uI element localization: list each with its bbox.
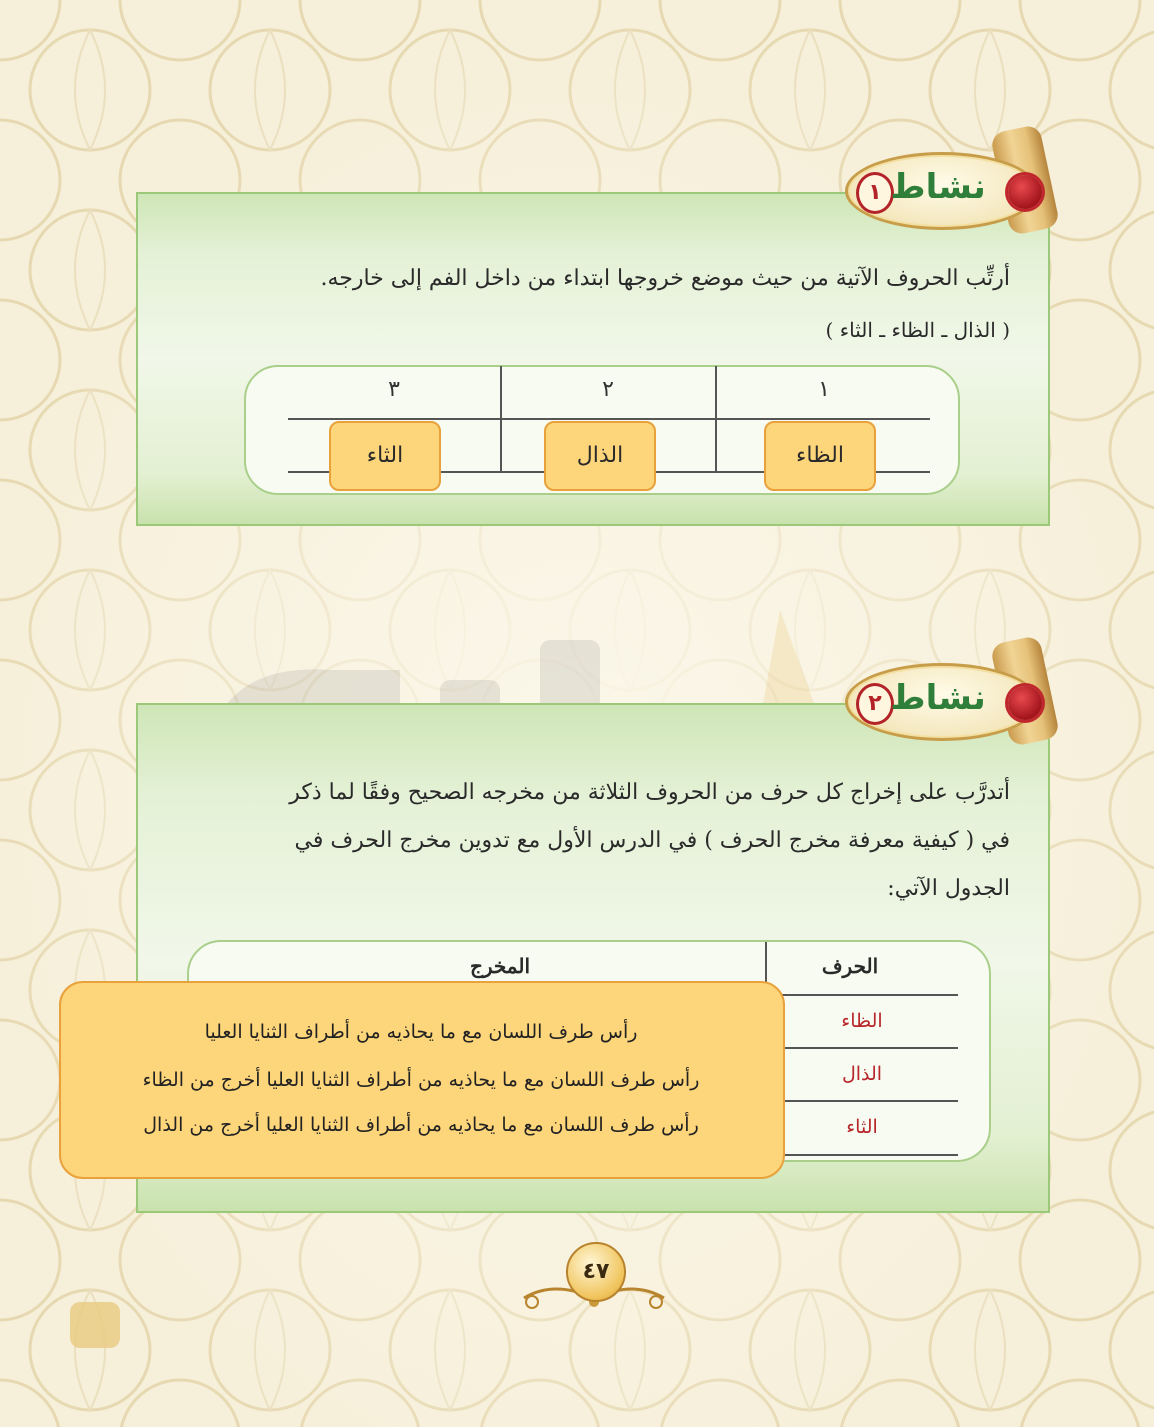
table-divider xyxy=(288,418,930,420)
table-header-exit: المخرج xyxy=(469,954,531,978)
table-divider xyxy=(770,994,958,996)
wax-seal-icon xyxy=(1008,175,1042,209)
activity-2-instruction-line-3: الجدول الآتي: xyxy=(887,876,1010,901)
column-3-number: ٣ xyxy=(388,377,400,402)
column-separator xyxy=(715,366,717,472)
answer-box-column-3[interactable]: الثاء xyxy=(329,421,441,491)
column-2-number: ٢ xyxy=(602,377,614,402)
activity-1-title: نشاط xyxy=(890,167,986,207)
activity-2-title: نشاط xyxy=(890,678,986,718)
exit-answer-2: رأس طرف اللسان مع ما يحاذيه من أطراف الثنايا العليا أخرج من الظاء xyxy=(142,1069,700,1091)
table-row-letter-1: الظاء xyxy=(841,1010,883,1032)
activity-1-instruction: أرتِّب الحروف الآتية من حيث موضع خروجها ابتداء من داخل الفم إلى خارجه. xyxy=(320,266,1010,291)
activity-1-letters-list: ( الذال ـ الظاء ـ الثاء ) xyxy=(825,318,1010,342)
table-row-letter-3: الثاء xyxy=(846,1116,878,1138)
activity-2-number: ٢ xyxy=(856,683,894,725)
table-header-letter: الحرف xyxy=(821,954,879,978)
column-separator xyxy=(500,366,502,472)
activity-2-instruction-line-1: أتدرَّب على إخراج كل حرف من الحروف الثلاثة من مخرجه الصحيح وفقًا لما ذكر xyxy=(289,780,1010,805)
exit-answer-3: رأس طرف اللسان مع ما يحاذيه من أطراف الثنايا العليا أخرج من الذال xyxy=(143,1114,699,1136)
wax-seal-icon xyxy=(1008,686,1042,720)
column-1-number: ١ xyxy=(818,377,830,402)
answer-box-column-2[interactable]: الذال xyxy=(544,421,656,491)
table-divider xyxy=(770,1154,958,1156)
activity-1-number: ١ xyxy=(856,172,894,214)
table-row-letter-2: الذال xyxy=(841,1063,883,1085)
answer-box-column-1[interactable]: الظاء xyxy=(764,421,876,491)
column-separator xyxy=(765,942,767,982)
activity-2-instruction-line-2: في ( كيفية معرفة مخرج الحرف ) في الدرس الأول مع تدوين مخرج الحرف في xyxy=(294,828,1010,853)
table-divider xyxy=(770,1047,958,1049)
exit-answer-1: رأس طرف اللسان مع ما يحاذيه من أطراف الثنايا العليا xyxy=(204,1021,638,1043)
page-number: ٤٧ xyxy=(566,1242,626,1302)
exit-answers-box[interactable] xyxy=(59,981,785,1179)
corner-logo-icon xyxy=(70,1302,120,1348)
table-divider xyxy=(770,1100,958,1102)
